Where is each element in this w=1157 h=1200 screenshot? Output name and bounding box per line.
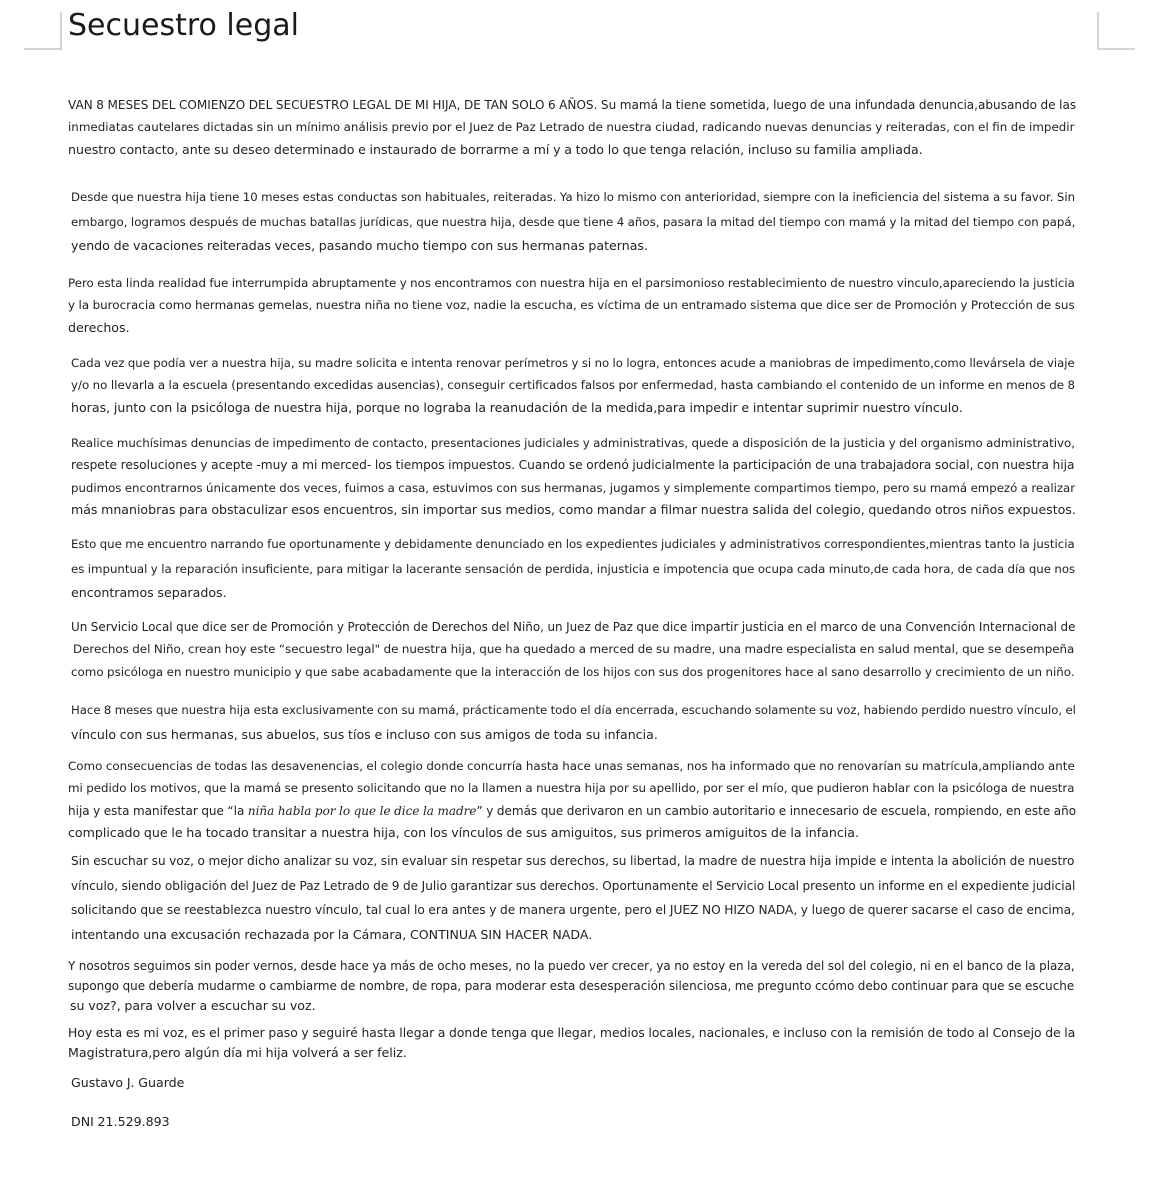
paragraph-line: Pero esta linda realidad fue interrumpida abruptamente y nos encontramos con nuestra hija en el parsimonioso restablecimiento de nuestro vinculo,apareciendo la justicia bbox=[68, 276, 1075, 290]
corner-mark-top-right bbox=[1097, 12, 1135, 50]
paragraph-line: es impuntual y la reparación insuficiente, para mitigar la lacerante sensación de perdida, injusticia e impotencia que ocupa cada minuto,de cada hora, de cada día que nos bbox=[71, 561, 1076, 576]
paragraph-9 bbox=[68, 755, 1077, 844]
paragraph-line: complicado que le ha tocado transitar a nuestra hija, con los vínculos de sus amiguitos, sus primeros amiguitos de la infancia. bbox=[68, 824, 860, 840]
paragraph-10 bbox=[71, 849, 1076, 947]
paragraph-line: encontramos separados. bbox=[71, 585, 227, 600]
paragraph-line: derechos. bbox=[68, 319, 130, 335]
paragraph-line: yendo de vacaciones reiteradas veces, pasando mucho tiempo con sus hermanas paternas. bbox=[71, 238, 648, 253]
corner-mark-top-left bbox=[24, 12, 62, 50]
signature-name: Gustavo J. Guarde bbox=[71, 1075, 185, 1090]
paragraph-line: Realice muchísimas denuncias de impedimento de contacto, presentaciones judiciales y administrativas, quede a disposición de la justicia y del organismo administrativo, bbox=[71, 436, 1075, 450]
paragraph-4 bbox=[71, 352, 1076, 419]
paragraph-line: nuestro contacto, ante su deseo determinado e instaurado de borrarme a mí y a todo lo que tenga relación, incluso su familia ampliada. bbox=[68, 141, 923, 157]
paragraph-line: pudimos encontrarnos únicamente dos veces, fuimos a casa, estuvimos con sus hermanas, jugamos y simplemente compartimos tiempo, pero su mamá empezó a realizar bbox=[71, 480, 1076, 495]
paragraph-line: embargo, logramos después de muchas batallas jurídicas, que nuestra hija, desde que tiene 4 años, pasara la mitad del tiempo con mamá y la mitad del tiempo con papá, bbox=[71, 214, 1076, 229]
paragraph-line: su voz?, para volver a escuchar su voz. bbox=[70, 998, 316, 1013]
paragraph-line: Cada vez que podía ver a nuestra hija, su madre solicita e intenta renovar perímetros y si no lo logra, entonces acude a maniobras de impedimento,como llevársela de viaje bbox=[71, 356, 1075, 370]
quote-trail-text: ” y demás que derivaron en un cambio autoritario e innecesario de escuela, rompiendo, en este año bbox=[476, 803, 1077, 818]
paragraph-line: vínculo, siendo obligación del Juez de Paz Letrado de 9 de Julio garantizar sus derechos. Oportunamente el Servicio Local presento un informe en el expediente judicial bbox=[71, 878, 1076, 893]
paragraph-line: Derechos del Niño, crean hoy este “secuestro legal" de nuestra hija, que ha quedado a merced de su madre, una madre especialista en salud mental, que se desempeña bbox=[73, 642, 1075, 657]
paragraph-line: Y nosotros seguimos sin poder vernos, desde hace ya más de ocho meses, no la puedo ver crecer, ya no estoy en la vereda del sol del colegio, ni en el banco de la plaza, bbox=[68, 959, 1075, 973]
paragraph-1 bbox=[68, 94, 1077, 161]
paragraph-line: Como consecuencias de todas las desavenencias, el colegio donde concurría hasta hace unas semanas, nos ha informado que no renovarían su matrícula,ampliando ante bbox=[68, 759, 1075, 773]
paragraph-8 bbox=[71, 698, 1076, 747]
paragraph-5 bbox=[71, 432, 1076, 521]
paragraph-line: más mnaniobras para obstaculizar esos encuentros, sin importar sus medios, como mandar a filmar nuestra salida del colegio, quedando otros niños expuestos. bbox=[71, 501, 1076, 517]
paragraph-line: vínculo con sus hermanas, sus abuelos, sus tíos e incluso con sus amigos de toda su infancia. bbox=[71, 726, 658, 742]
paragraph-line: supongo que debería mudarme o cambiarme de nombre, de ropa, para moderar esta desesperación silenciosa, me pregunto ccómo debo continuar para que se escuche bbox=[68, 979, 1075, 993]
handwritten-quote: niña habla por lo que le dice la madre bbox=[247, 803, 477, 818]
quoted-line bbox=[68, 800, 1077, 822]
paragraph-line: Sin escuchar su voz, o mejor dicho analizar su voz, sin evaluar sin respetar sus derechos, su libertad, la madre de nuestra hija impide e intenta la abolición de nuestro bbox=[71, 854, 1075, 868]
paragraph-line: mi pedido los motivos, que la mamá se presento solicitando que no la llamen a nuestra hija por su apellido, por ser el mío, que pudieron hablar con la psicóloga de nuestra bbox=[68, 781, 1075, 796]
paragraph-line: solicitando que se reestablezca nuestro vínculo, tal cual lo era antes y de manera urgente, pero el JUEZ NO HIZO NADA, y luego de querer sacarse el caso de encima, bbox=[71, 903, 1075, 917]
paragraph-11 bbox=[68, 956, 1075, 1016]
paragraph-line: respete resoluciones y acepte -muy a mi merced- los tiempos impuestos. Cuando se ordenó judicialmente la participación de una trabajadora social, con nuestra hija bbox=[71, 458, 1075, 473]
paragraph-6 bbox=[71, 532, 1076, 606]
paragraph-line: Desde que nuestra hija tiene 10 meses estas conductas son habituales, reiteradas. Ya hizo lo mismo con anterioridad, siempre con la ineficiencia del sistema a su favor. Sin bbox=[71, 190, 1076, 204]
paragraph-7 bbox=[71, 616, 1076, 683]
quote-lead-text: hija y esta manifestar que “la bbox=[68, 803, 248, 818]
paragraph-12 bbox=[68, 1023, 1076, 1063]
signature-id: DNI 21.529.893 bbox=[71, 1114, 170, 1129]
paragraph-line: como psicóloga en nuestro municipio y que sabe acabadamente que la interacción de los hijos con sus dos progenitores hace al sano desarrollo y crecimiento de un niño. bbox=[71, 664, 1075, 679]
paragraph-line: y la burocracia como hermanas gemelas, nuestra niña no tiene voz, nadie la escucha, es víctima de un entramado sistema que dice ser de Promoción y Protección de sus bbox=[68, 298, 1075, 313]
paragraph-line: horas, junto con la psicóloga de nuestra hija, porque no lograba la reanudación de la medida,para impedir e intentar suprimir nuestro vínculo. bbox=[71, 399, 963, 415]
paragraph-3 bbox=[68, 272, 1075, 339]
paragraph-line: Un Servicio Local que dice ser de Promoción y Protección de Derechos del Niño, un Juez de Paz que dice impartir justicia en el marco de una Convención Internacional de bbox=[71, 620, 1076, 634]
paragraph-line: VAN 8 MESES DEL COMIENZO DEL SECUESTRO LEGAL DE MI HIJA, DE TAN SOLO 6 AÑOS. Su mamá la tiene sometida, luego de una infundada denuncia,abusando de las bbox=[68, 98, 1077, 112]
paragraph-line: inmediatas cautelares dictadas sin un mínimo análisis previo por el Juez de Paz Letrado de nuestra ciudad, radicando nuevas denuncias y reiteradas, con el fin de impedir bbox=[68, 120, 1075, 135]
document-title: Secuestro legal bbox=[68, 8, 299, 43]
paragraph-2 bbox=[71, 185, 1076, 259]
paragraph-line: intentando una excusación rechazada por la Cámara, CONTINUA SIN HACER NADA. bbox=[71, 926, 593, 942]
paragraph-line: Hoy esta es mi voz, es el primer paso y seguiré hasta llegar a donde tenga que llegar, medios locales, nacionales, e incluso con la remisión de todo al Consejo de la bbox=[68, 1026, 1076, 1040]
paragraph-line: Esto que me encuentro narrando fue oportunamente y debidamente denunciado en los expedientes judiciales y administrativos correspondientes,mientras tanto la justicia bbox=[71, 537, 1075, 551]
paragraph-line: y/o no llevarla a la escuela (presentando excedidas ausencias), conseguir certificados falsos por enfermedad, hasta cambiando el contenido de un informe en menos de 8 bbox=[71, 378, 1076, 393]
paragraph-line: Magistratura,pero algún día mi hija volverá a ser feliz. bbox=[68, 1045, 407, 1060]
paragraph-line: Hace 8 meses que nuestra hija esta exclusivamente con su mamá, prácticamente todo el día encerrada, escuchando solamente su voz, habiendo perdido nuestro vínculo, el bbox=[71, 703, 1076, 717]
